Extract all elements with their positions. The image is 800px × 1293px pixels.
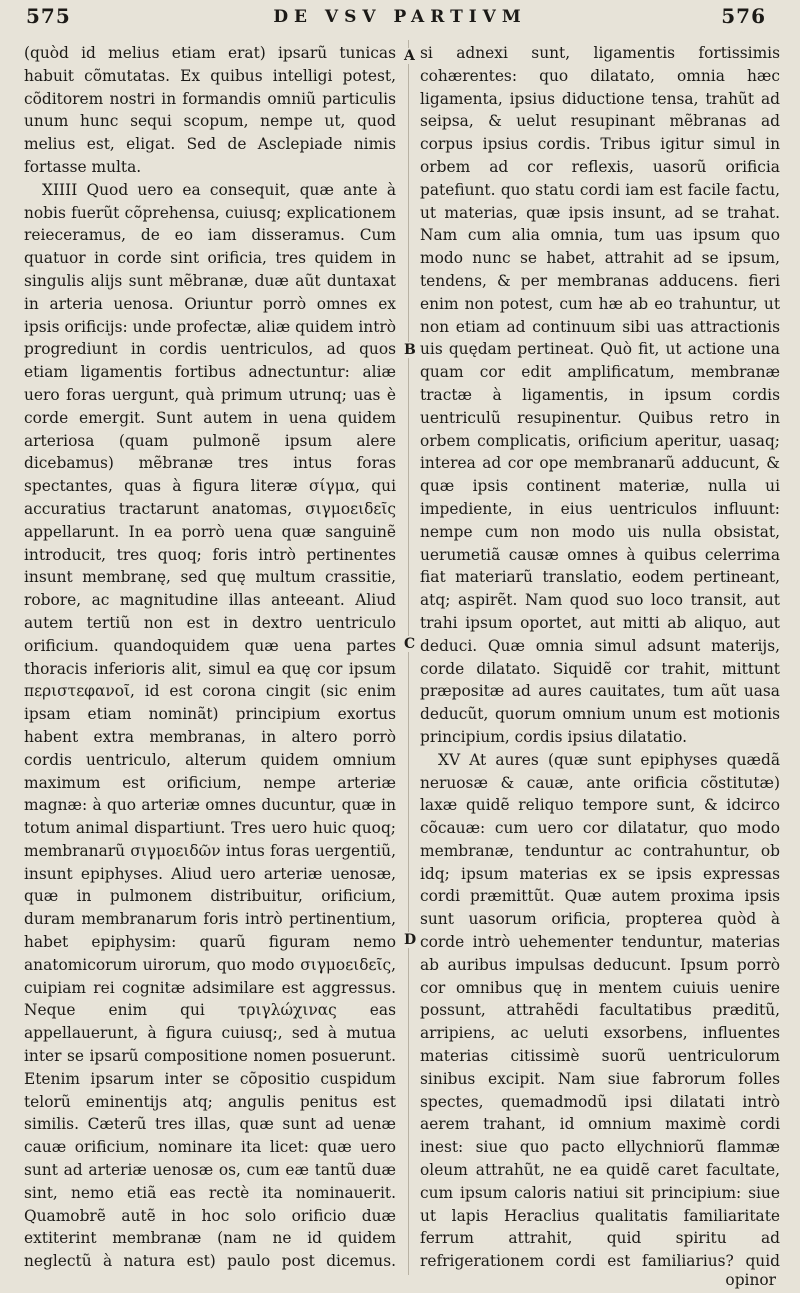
page-header (0, 4, 800, 34)
margin-marker-a: A (404, 48, 415, 64)
left-text-column (24, 42, 396, 1272)
column-divider (408, 40, 409, 1275)
margin-marker-d: D (404, 932, 417, 948)
right-paragraph-2: XV At aures (quæ sunt epiphyses quædã neruosæ & cauæ, ante orificia cõstitutæ) laxæ quidẽ reliquo tempore sunt, & idcirco cõcauæ: cum uero cor dilatatur, quo modo membranæ, tenduntur ac contrahuntur, ob idq; ipsum materias ex se ipsis expressas cordi præmittũt. Quæ autem proxima ipsis sunt uasorum orificia, propterea quòd à corde intrò uehementer tenduntur, materias ab auribus impulsas deducunt. Ipsum porrò cor omnibus quę in mentem cuiuis uenire possunt, attrahẽdi facultatibus præditũ, arripiens, ac ueluti exsorbens, influentes materias citissimè suorũ uentriculorum sinibus excipit. Nam siue fabrorum folles spectes, quemadmodũ ipsi dilatati intrò aerem trahant, id omnium maximè cordi inest: siue quo pacto ellychniorũ flammæ oleum attrahũt, ne ea quidẽ caret facultate, cum ipsum caloris natiui sit principium: siue ut lapis Heraclius qualitatis familiaritate ferrum attrahit, quid spiritu ad refrigerationem cordi est familiarius? quid (420, 750, 780, 1271)
catchword: opinor (725, 1271, 776, 1289)
margin-marker-b: B (404, 342, 416, 358)
left-paragraph-2: XIIII Quod uero ea consequit, quæ ante à nobis fuerũt cõprehensa, cuiusq; explicationem reieceramus, de eo iam disseramus. Cum quatuor in corde sint orificia, tres quidem in singulis alijs sunt mẽbranæ, duæ aũt duntaxat in arteria uenosa. Oriuntur porrò omnes ex ipsis orificijs: unde profectæ, aliæ quidem intrò progrediunt in cordis uentriculos, ad quos etiam ligamentis fortibus adnectuntur: aliæ uero foras uergunt, quà primum utrunq; uas è corde emergit. Sunt autem in uena quidem arteriosa (quam pulmonẽ ipsum alere dicebamus) mẽbranæ tres intus foras spectantes, quas à figura literæ σίγμα, qui accuratius tractarunt anatomas, σιγμοειδεῖς appellarunt. In ea porrò uena quæ sanguinẽ introducit, tres quoq; foris intrò pertinentes insunt membranę, sed quę multum crassitie, robore, ac magnitudine illas anteeant. Aliud autem tertiũ non est in dextro uentriculo orificium. quandoquidem quæ uena partes thoracis inferioris alit, simul ea quę cor ipsum περιστεφανοῖ, id est corona cingit (sic enim ipsam etiam nominãt) principium exortus habent extra membranas, in altero porrò cordis uentriculo, alterum quidem omnium maximum est orificium, nempe arteriæ magnæ: à quo arteriæ omnes ducuntur, quæ in totum animal dispartiunt. Tres uero huic quoq; membranarũ σιγμοειδῶν intus foras uergentiũ, insunt epiphyses. Aliud uero arteriæ uenosæ, quæ in pulmonem distribuitur, orificium, duram membranarum foris intrò pertinentium, habet epiphysim: quarũ figuram nemo anatomicorum uirorum, quo modo σιγμοειδεῖς, cuipiam rei cognitæ adsimilare est aggressus. Neque enim qui τριγλώχινας eas appellauerunt, à figura cuiusq;, sed à mutua inter se ipsarũ compositione nomen posuerunt. Etenim ipsarum inter se cõpositio cuspidum telorũ eminentijs atq; angulis penitus est similis. Cæterũ tres illas, quæ sunt ad uenæ cauæ orificium, nominare ita licet: quæ uero sunt ad arteriæ uenosæ os, cum eæ tantũ duæ sint, nemo etiã eas rectè ita nominauerit. Quamobrẽ autẽ in hoc solo orificio duæ extiterint membranæ (nam ne id quidem neglectũ à natura est) paulo post dicemus. (24, 180, 396, 1271)
margin-marker-c: C (404, 636, 416, 652)
right-paragraph-1: si adnexi sunt, ligamentis fortissimis cohærentes: quo dilatato, omnia hæc ligamenta, ipsius diductione tensa, trahũt ad seipsa, & uelut resupinant mẽbranas ad corpus ipsius cordis. Tribus igitur simul in orbem ad cor reflexis, uasorũ orificia patefiunt. quo statu cordi iam est facile factu, ut materias, quæ ipsis insunt, ad se trahat. Nam cum alia omnia, tum uas ipsum quo modo nunc se habet, attrahit ad se ipsum, tendens, & per membranas adducens. fieri enim non potest, cum hæ ab eo trahuntur, ut non etiam ad continuum sibi uas attractionis uis quędam pertineat. Quò fit, ut actione una quam cor edit amplificatum, membranæ tractæ à ligamentis, in ipsum cordis uentriculũ resupinentur. Quibus retro in orbem complicatis, orificium aperitur, uasaq; interea ad cor ope membranarũ adducunt, & quæ ipsis continent materiæ, nulla ui impediente, in eius uentriculos influunt: nempe cum non modo uis nulla obsistat, uerumetiã causæ omnes à quibus celerrima fiat materiarũ translatio, eodem pertineant, atq; aspirẽt. Nam quod suo loco transit, aut trahi ipsum oportet, aut mitti ab aliquo, aut deduci. Quæ omnia simul adsunt materijs, corde dilatato. Siquidẽ cor trahit, mittunt præpositæ ad aures cauitates, tum aũt uasa deducũt, quorum omnium unum est motionis principium, cordis ipsius dilatatio. (420, 44, 780, 746)
running-title: DE VSV PARTIVM (273, 7, 527, 27)
right-text-column (420, 42, 780, 1272)
left-page-number: 575 (26, 4, 71, 28)
right-page-number: 576 (721, 4, 766, 28)
left-paragraph-1: (quòd id melius etiam erat) ipsarũ tunicas habuit cõmutatas. Ex quibus intelligi potest, cõditorem nostri in formandis omniũ particulis unum hunc sequi scopum, nempe ut, quod melius est, eligat. Sed de Asclepiade nimis fortasse multa. (24, 44, 396, 176)
